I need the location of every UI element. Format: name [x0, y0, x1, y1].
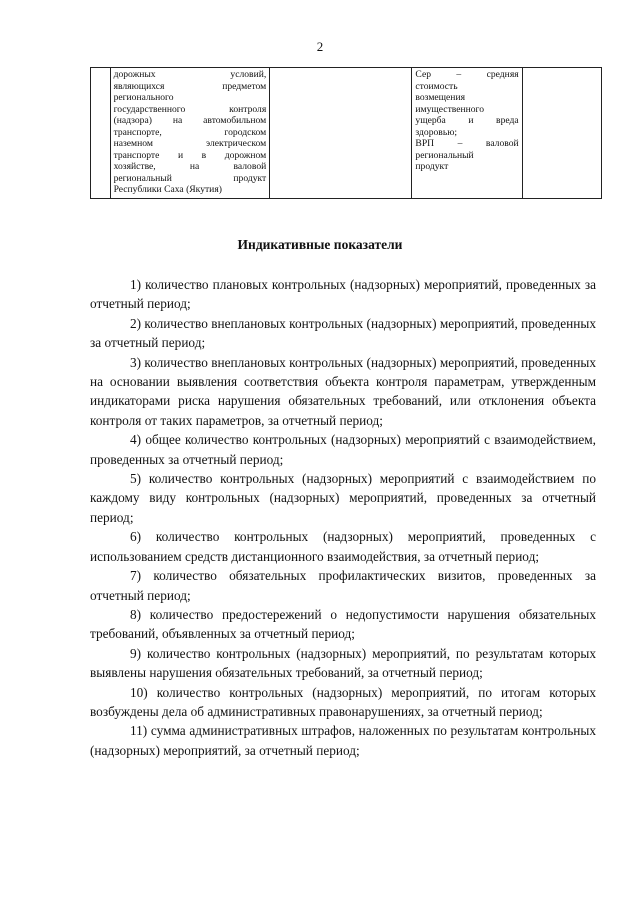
cell-line: стоимость	[415, 80, 458, 92]
cell-line: региональный продукт	[113, 172, 267, 184]
continued-table	[90, 67, 602, 199]
list-item: 4) общее количество контрольных (надзорных) мероприятий с взаимодействием, проведенных за отчетный период;	[90, 432, 596, 467]
list-item: 1) количество плановых контрольных (надзорных) мероприятий, проведенных за отчетный период;	[90, 277, 596, 312]
list-item: 10) количество контрольных (надзорных) мероприятий, по итогам которых возбуждены дела об административных правонарушениях, за отчетный период;	[90, 684, 596, 719]
cell-line: Республики Саха (Якутия)	[113, 184, 222, 195]
list-item: 9) количество контрольных (надзорных) мероприятий, по результатам которых выявлены нарушения обязательных требований, за отчетный период;	[90, 645, 596, 681]
list-item: 8) количество предостережений о недопустимости нарушения обязательных требований, объявленных за отчетный период;	[90, 606, 596, 642]
cell-line: дорожных условий,	[113, 69, 267, 80]
cell-line: наземном электрическом	[113, 138, 267, 149]
table-cell-empty	[270, 68, 412, 199]
list-item: 6) количество контрольных (надзорных) мероприятий, проведенных с использованием средств дистанционного взаимодействия, за отчетный период;	[90, 529, 596, 564]
cell-line: государственного контроля	[113, 103, 267, 115]
cell-line: ВРП – валовой	[415, 138, 519, 149]
page-number: 2	[316, 39, 324, 54]
cell-line: транспорте, городском	[113, 126, 267, 138]
list-item: 3) количество внеплановых контрольных (надзорных) мероприятий, проведенных на основании выявления соответствия объекта контроля параметрам, утвержденным индикаторами риска нарушения обязательных требований, или отклонения объекта контроля от таких параметров, за отчетный период;	[90, 354, 596, 428]
table-cell-indicator-description	[110, 68, 270, 199]
list-item: 11) сумма административных штрафов, наложенных по результатам контрольных (надзорных) мероприятий, за отчетный период;	[90, 723, 596, 758]
table-cell-index	[91, 68, 111, 199]
table-row	[91, 68, 602, 199]
list-item: 2) количество внеплановых контрольных (надзорных) мероприятий, проведенных за отчетный период;	[90, 315, 596, 351]
cell-line: (надзора) на автомобильном	[113, 115, 267, 126]
cell-line: транспорте и в дорожном	[113, 149, 267, 161]
cell-line: имущественного	[415, 103, 485, 115]
cell-line: возмещения	[415, 92, 465, 103]
list-item: 7) количество обязательных профилактических визитов, проведенных за отчетный период;	[90, 568, 596, 603]
section-heading: Индикативные показатели	[237, 237, 403, 252]
cell-line: ущерба и вреда	[415, 115, 519, 126]
cell-line: Сер – средняя	[415, 69, 519, 80]
table-cell-notation	[412, 68, 522, 199]
cell-line: являющихся предметом	[113, 80, 267, 92]
cell-line: региональный	[415, 149, 474, 161]
indicator-list	[90, 275, 596, 760]
table-cell-empty	[522, 68, 601, 199]
list-item: 5) количество контрольных (надзорных) мероприятий с взаимодействием по каждому виду контрольных (надзорных) мероприятий, проведенных за отчетный период;	[90, 471, 596, 525]
cell-line: здоровью;	[415, 126, 458, 138]
cell-line: регионального	[113, 92, 174, 103]
cell-line: хозяйстве, на валовой	[113, 161, 267, 172]
cell-line: продукт	[415, 161, 449, 172]
